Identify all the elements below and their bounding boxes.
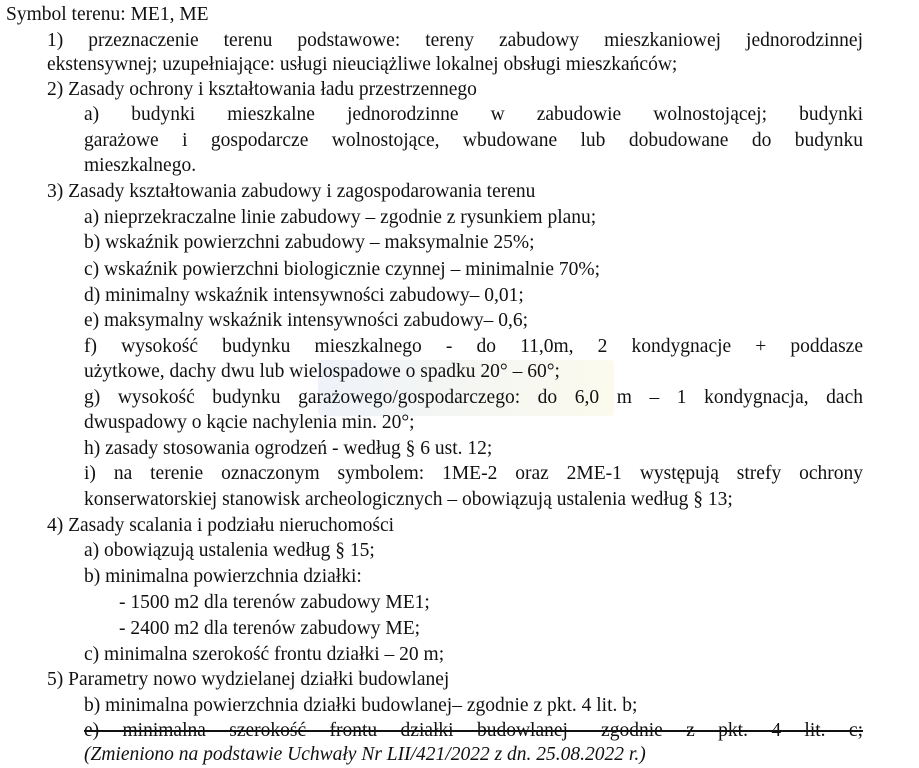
item-3g-line-2: dwuspadowy o kącie nachylenia min. 20°;: [84, 412, 415, 433]
item-3b: b) wskaźnik powierzchni zabudowy – maksymalnie 25%;: [84, 232, 535, 253]
item-2-title: 2) Zasady ochrony i kształtowania ładu przestrzennego: [47, 79, 477, 100]
item-3f-line-2: użytkowe, dachy dwu lub wielospadowe o spadku 20° – 60°;: [84, 361, 560, 382]
item-1-line-2: ekstensywnej; uzupełniające: usługi nieuciążliwe lokalnej obsługi mieszkańców;: [47, 54, 678, 75]
item-3d: d) minimalny wskaźnik intensywności zabudowy– 0,01;: [84, 285, 524, 306]
item-3a: a) nieprzekraczalne linie zabudowy – zgodnie z rysunkiem planu;: [84, 207, 597, 228]
item-2a-line-2: garażowe i gospodarcze wolnostojące, wbudowane lub dobudowane do budynku: [84, 130, 863, 151]
item-3g-line-1: g) wysokość budynku garażowego/gospodarczego: do 6,0 m – 1 kondygnacja, dach: [84, 387, 863, 408]
item-4a: a) obowiązują ustalenia według § 15;: [84, 540, 375, 561]
item-5b: b) minimalna powierzchnia działki budowlanej– zgodnie z pkt. 4 lit. b;: [84, 695, 638, 716]
item-4c: c) minimalna szerokość frontu działki – 20 m;: [84, 644, 445, 665]
item-3c: c) wskaźnik powierzchni biologicznie czynnej – minimalnie 70%;: [84, 259, 601, 280]
item-3f-line-1: f) wysokość budynku mieszkalnego - do 11,0m, 2 kondygnacje + poddasze: [84, 336, 863, 357]
item-4b-sub-2: - 2400 m2 dla terenów zabudowy ME;: [119, 618, 421, 639]
item-3-title: 3) Zasady kształtowania zabudowy i zagospodarowania terenu: [47, 181, 536, 202]
amendment-note: (Zmieniono na podstawie Uchwały Nr LII/421/2022 z dn. 25.08.2022 r.): [84, 744, 646, 765]
item-1-line-1: 1) przeznaczenie terenu podstawowe: tereny zabudowy mieszkaniowej jednorodzinnej: [47, 30, 863, 51]
item-2a-line-1: a) budynki mieszkalne jednorodzinne w zabudowie wolnostojącej; budynki: [84, 104, 863, 125]
item-3e: e) maksymalny wskaźnik intensywności zabudowy– 0,6;: [84, 310, 529, 331]
item-3h: h) zasady stosowania ogrodzeń - według § 6 ust. 12;: [84, 438, 493, 459]
item-2a-line-3: mieszkalnego.: [84, 155, 197, 176]
item-4b-sub-1: - 1500 m2 dla terenów zabudowy ME1;: [119, 592, 430, 613]
section-heading: Symbol terenu: ME1, ME: [6, 4, 209, 25]
item-4-title: 4) Zasady scalania i podziału nieruchomości: [47, 515, 395, 536]
item-5e-struck: e) minimalna szerokość frontu działki budowlanej– zgodnie z pkt. 4 lit. c;: [84, 720, 863, 741]
item-4b: b) minimalna powierzchnia działki:: [84, 566, 362, 587]
item-3i-line-1: i) na terenie oznaczonym symbolem: 1ME-2 oraz 2ME-1 występują strefy ochrony: [84, 463, 863, 484]
item-3i-line-2: konserwatorskiej stanowisk archeologicznych – obowiązują ustalenia według § 13;: [84, 489, 733, 510]
item-5-title: 5) Parametry nowo wydzielanej działki budowlanej: [47, 669, 450, 690]
